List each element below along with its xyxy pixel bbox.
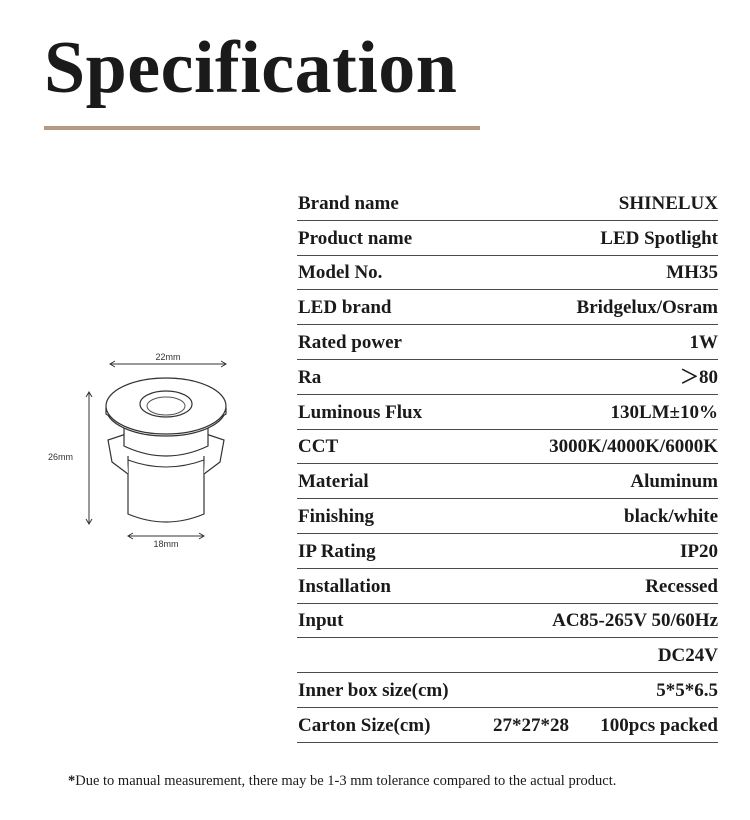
spec-row-material: [297, 464, 718, 499]
spotlight-drawing: [48, 348, 258, 548]
spec-row-carton-size: [297, 708, 718, 743]
product-dimension-drawing: [48, 348, 258, 548]
spec-value: 3000K/4000K/6000K: [549, 436, 718, 458]
spec-value: Recessed: [645, 575, 718, 597]
spec-row-ip-rating: [297, 534, 718, 569]
spec-label: Model No.: [298, 262, 383, 284]
spec-label: Inner box size(cm): [298, 679, 449, 701]
footnote-marker: *: [68, 773, 76, 789]
spec-row-cct: [297, 430, 718, 465]
spec-value: Bridgelux/Osram: [576, 297, 718, 319]
base-dimension-label: 18mm: [153, 539, 179, 548]
spec-label: Input: [298, 610, 344, 632]
page-title: Specification: [44, 27, 458, 109]
spec-row-installation: [297, 569, 718, 604]
spec-row-brand-name: [297, 186, 718, 221]
spec-value: 130LM±10%: [610, 401, 718, 423]
spec-value: 100pcs packed: [600, 714, 718, 736]
spec-value: 5*5*6.5: [656, 679, 718, 701]
spec-row-inner-box-size: [297, 673, 718, 708]
spec-label: Brand name: [298, 192, 399, 214]
height-dimension-label: 26mm: [48, 452, 74, 462]
specification-table: [297, 186, 718, 743]
spec-row-input-dc: [297, 638, 718, 673]
spec-row-led-brand: [297, 290, 718, 325]
spec-row-model-no: [297, 256, 718, 291]
spec-row-input: [297, 604, 718, 639]
spec-label: Installation: [298, 575, 391, 597]
spec-label: CCT: [298, 436, 339, 458]
footnote-text: Due to manual measurement, there may be 1-3 mm tolerance compared to the actual product.: [75, 773, 617, 789]
spec-value: AC85-265V 50/60Hz: [552, 610, 718, 632]
spec-label: LED brand: [298, 297, 392, 319]
spec-value: MH35: [666, 262, 718, 284]
spec-label: IP Rating: [298, 540, 376, 562]
spec-value: ＞80: [679, 366, 718, 388]
spec-value: LED Spotlight: [600, 227, 718, 249]
spec-value: DC24V: [657, 645, 718, 667]
spec-label: Carton Size(cm): [298, 714, 431, 736]
width-dimension-label: 22mm: [155, 352, 181, 362]
spec-label: Rated power: [298, 331, 402, 353]
spec-row-ra: [297, 360, 718, 395]
spec-row-rated-power: [297, 325, 718, 360]
spec-value: Aluminum: [630, 471, 718, 493]
measurement-footnote: [68, 773, 616, 790]
spec-label: Ra: [298, 366, 322, 388]
spec-label: Luminous Flux: [298, 401, 423, 423]
spec-value: black/white: [624, 505, 718, 527]
spec-value: IP20: [680, 540, 718, 562]
spec-row-luminous-flux: [297, 395, 718, 430]
spec-value: 1W: [689, 331, 718, 353]
spec-value: SHINELUX: [618, 192, 718, 214]
spec-label: Finishing: [298, 505, 375, 527]
title-underline: [44, 126, 480, 130]
spec-row-product-name: [297, 221, 718, 256]
spec-label: Material: [298, 471, 369, 493]
spec-row-finishing: [297, 499, 718, 534]
spec-label: Product name: [298, 227, 413, 249]
spec-value-dimensions: 27*27*28: [493, 714, 569, 736]
